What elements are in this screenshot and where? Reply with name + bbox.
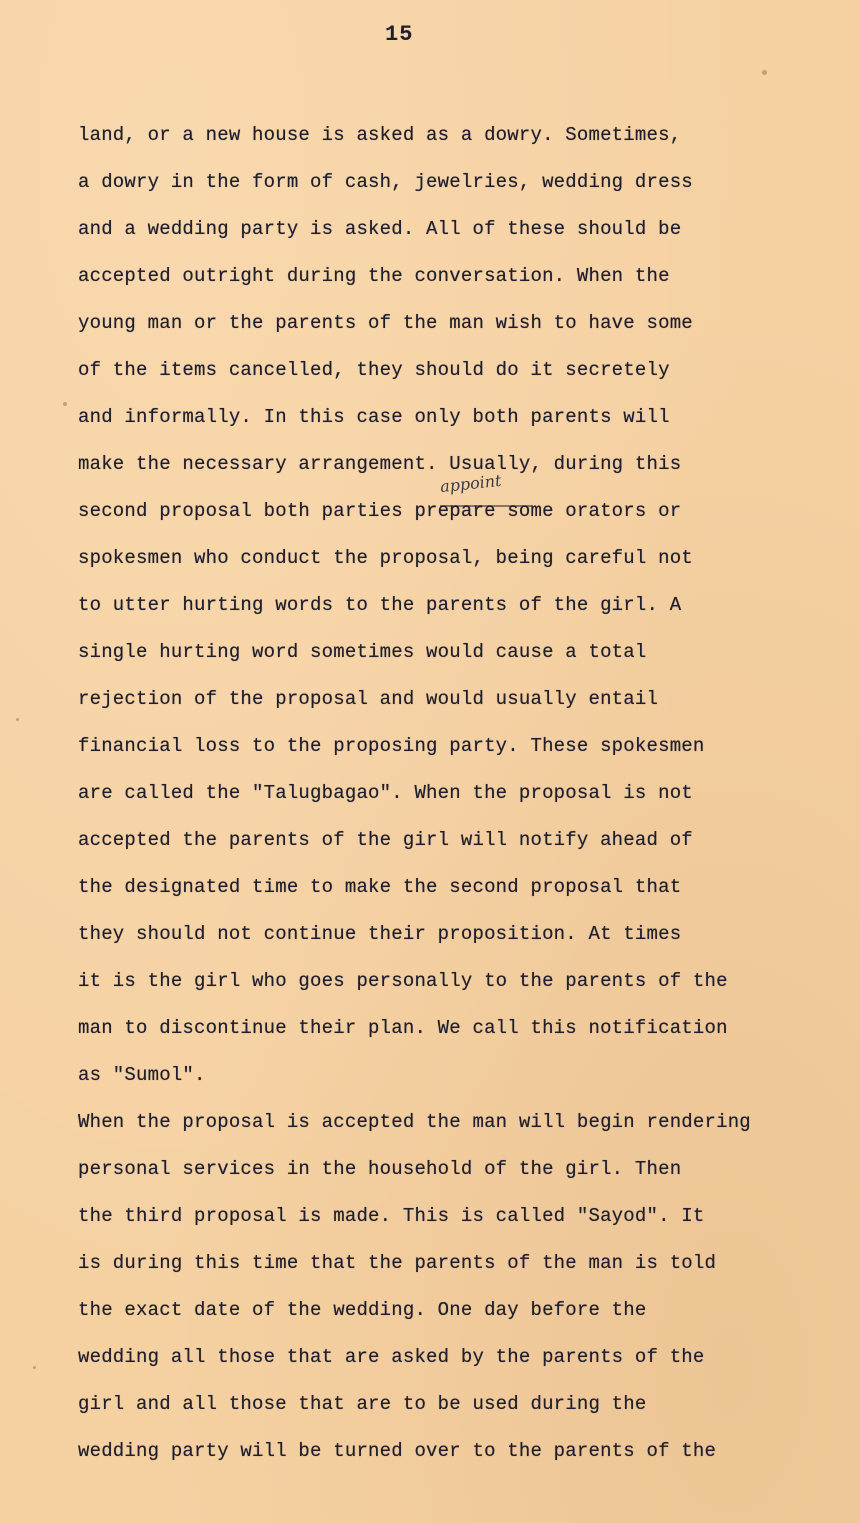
- text-line: wedding all those that are asked by the parents of the: [78, 1346, 705, 1368]
- text-line: financial loss to the proposing party. These spokesmen: [78, 735, 705, 757]
- text-line: make the necessary arrangement. Usually, during this: [78, 453, 682, 475]
- text-line: wedding party will be turned over to the parents of the: [78, 1440, 717, 1462]
- paper-speck: [33, 1366, 36, 1369]
- text-line: is during this time that the parents of the man is told: [78, 1252, 717, 1274]
- paper-speck: [63, 402, 67, 406]
- text-line: a dowry in the form of cash, jewelries, wedding dress: [78, 171, 693, 193]
- text-line: they should not continue their proposition. At times: [78, 923, 682, 945]
- text-line: and informally. In this case only both parents will: [78, 406, 670, 428]
- text-line: spokesmen who conduct the proposal, being careful not: [78, 547, 693, 569]
- text-line: the exact date of the wedding. One day before the: [78, 1299, 647, 1321]
- text-line: it is the girl who goes personally to the parents of the: [78, 970, 728, 992]
- text-line: to utter hurting words to the parents of the girl. A: [78, 594, 682, 616]
- text-line: When the proposal is accepted the man will begin rendering: [78, 1111, 751, 1133]
- text-line: rejection of the proposal and would usually entail: [78, 688, 659, 710]
- text-line: are called the "Talugbagao". When the proposal is not: [78, 782, 693, 804]
- text-line: man to discontinue their plan. We call this notification: [78, 1017, 728, 1039]
- text-line: accepted outright during the conversation. When the: [78, 265, 670, 287]
- paper-speck: [16, 718, 19, 721]
- text-line: the third proposal is made. This is called "Sayod". It: [78, 1205, 705, 1227]
- text-line: of the items cancelled, they should do it secretely: [78, 359, 670, 381]
- handwritten-correction: appoint: [439, 470, 503, 497]
- text-line: single hurting word sometimes would cause a total: [78, 641, 647, 663]
- text-line: accepted the parents of the girl will notify ahead of: [78, 829, 693, 851]
- typed-body-text: [78, 112, 838, 1475]
- text-line: personal services in the household of the girl. Then: [78, 1158, 682, 1180]
- text-line: young man or the parents of the man wish to have some: [78, 312, 693, 334]
- text-line: second proposal both parties prepare some orators or: [78, 500, 682, 522]
- text-line: and a wedding party is asked. All of these should be: [78, 218, 682, 240]
- text-line: the designated time to make the second proposal that: [78, 876, 682, 898]
- paper-speck: [762, 70, 767, 75]
- text-line: land, or a new house is asked as a dowry. Sometimes,: [78, 124, 682, 146]
- text-line: girl and all those that are to be used during the: [78, 1393, 647, 1415]
- text-line: as "Sumol".: [78, 1064, 206, 1086]
- page-number: 15: [385, 22, 414, 47]
